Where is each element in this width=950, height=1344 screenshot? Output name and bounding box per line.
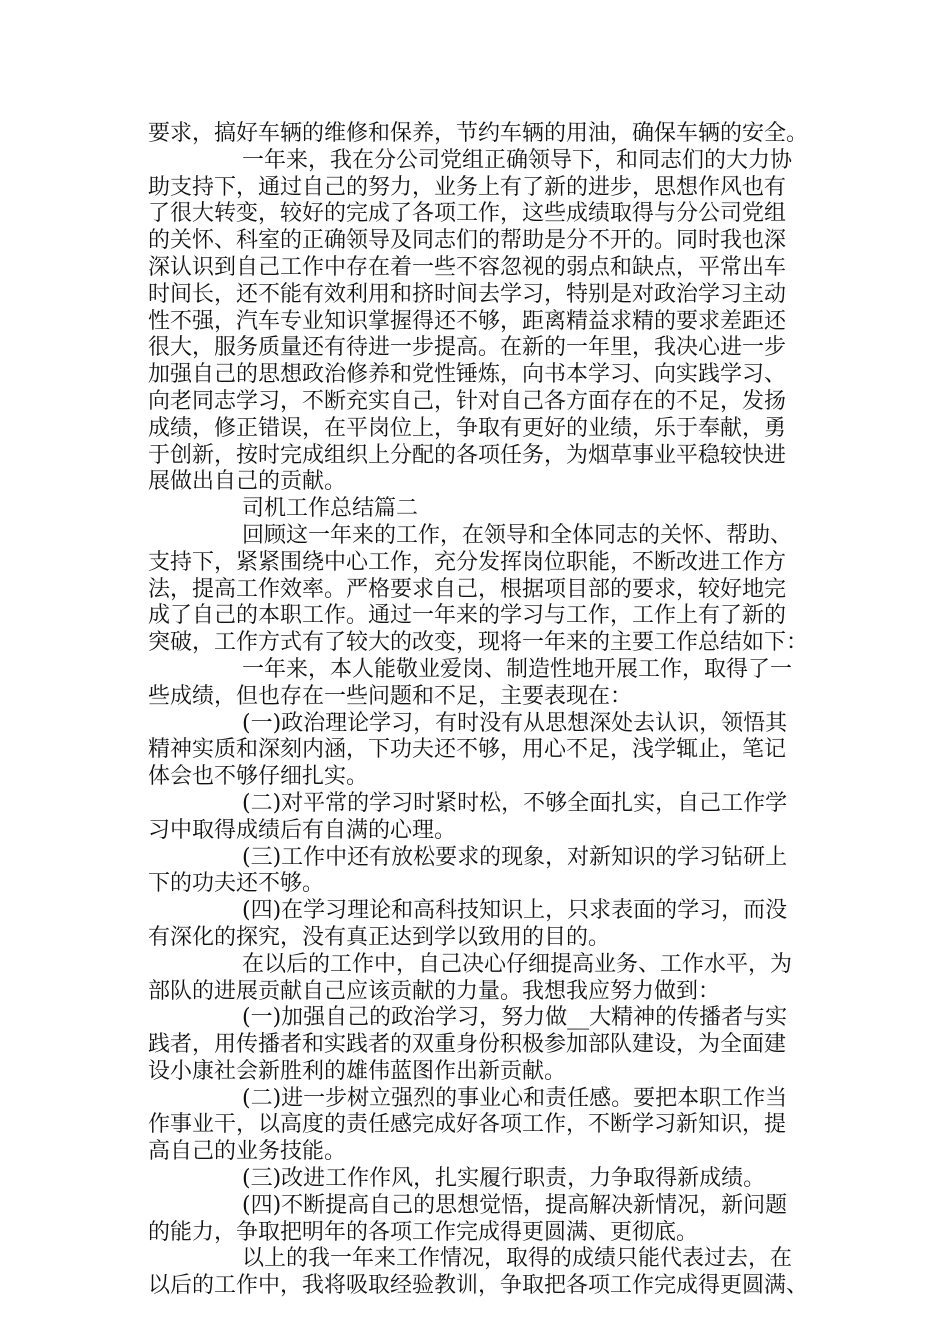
text-line: 些成绩，但也存在一些问题和不足，主要表现在： [148,683,633,709]
text-line: 践者，用传播者和实践者的双重身份积极参加部队建设，为全面建 [148,1032,787,1058]
text-line: (一)政治理论学习，有时没有从思想深处去认识，领悟其 [242,710,788,736]
text-line: 深认识到自己工作中存在着一些不容忽视的弱点和缺点，平常出车 [148,254,787,280]
text-line: 习中取得成绩后有自满的心理。 [148,817,457,843]
text-line: 回顾这一年来的工作，在领导和全体同志的关怀、帮助、 [242,522,793,548]
text-line: 的能力，争取把明年的各项工作完成得更圆满、更彻底。 [148,1219,699,1245]
text-line: 部队的进展贡献自己应该贡献的力量。我想我应努力做到： [148,978,721,1004]
text-line: (二)进一步树立强烈的事业心和责任感。要把本职工作当 [242,1085,788,1111]
text-line: 司机工作总结篇二 [242,496,419,522]
text-line: 下的功夫还不够。 [148,871,325,897]
text-line: (三)改进工作作风，扎实履行职责，力争取得新成绩。 [242,1166,766,1192]
text-line: (一)加强自己的政治学习，努力做__大精神的传播者与实 [242,1005,788,1031]
text-line: 一年来，本人能敬业爱岗、制造性地开展工作，取得了一 [242,656,793,682]
text-line: 加强自己的思想政治修养和党性锤炼，向书本学习、向实践学习、 [148,362,787,388]
text-line: 设小康社会新胜利的雄伟蓝图作出新贡献。 [148,1058,567,1084]
text-line: 性不强，汽车专业知识掌握得还不够，距离精益求精的要求差距还 [148,308,787,334]
text-line: 作事业干，以高度的责任感完成好各项工作，不断学习新知识，提 [148,1112,787,1138]
text-line: 以上的我一年来工作情况，取得的成绩只能代表过去，在 [242,1246,793,1272]
text-line: 很大，服务质量还有待进一步提高。在新的一年里，我决心进一步 [148,335,787,361]
text-line: 成绩，修正错误，在平岗位上，争取有更好的业绩，乐于奉献，勇 [148,415,787,441]
text-line: 以后的工作中，我将吸取经验教训，争取把各项工作完成得更圆满、 [148,1273,809,1299]
text-line: 于创新，按时完成组织上分配的各项任务，为烟草事业平稳较快进 [148,442,787,468]
text-line: 高自己的业务技能。 [148,1139,347,1165]
text-line: 精神实质和深刻内涵，下功夫还不够，用心不足，浅学辄止，笔记 [148,737,787,763]
text-line: 展做出自己的贡献。 [148,469,347,495]
text-line: 体会也不够仔细扎实。 [148,764,369,790]
text-line: (四)不断提高自己的思想觉悟，提高解决新情况，新问题 [242,1192,788,1218]
text-line: 的关怀、科室的正确领导及同志们的帮助是分不开的。同时我也深 [148,228,787,254]
text-line: 一年来，我在分公司党组正确领导下，和同志们的大力协 [242,147,793,173]
text-line: 时间长，还不能有效利用和挤时间去学习，特别是对政治学习主动 [148,281,787,307]
text-line: 支持下，紧紧围绕中心工作，充分发挥岗位职能，不断改进工作方 [148,549,787,575]
text-line: 在以后的工作中，自己决心仔细提高业务、工作水平，为 [242,951,793,977]
text-line: 向老同志学习，不断充实自己，针对自己各方面存在的不足，发扬 [148,388,787,414]
text-line: 助支持下，通过自己的努力，业务上有了新的进步，思想作风也有 [148,174,787,200]
text-line: 突破，工作方式有了较大的改变，现将一年来的主要工作总结如下： [148,630,809,656]
text-line: 要求，搞好车辆的维修和保养，节约车辆的用油，确保车辆的安全。 [148,121,809,146]
text-line: (三)工作中还有放松要求的现象，对新知识的学习钻研上 [242,844,788,870]
text-line: (二)对平常的学习时紧时松，不够全面扎实，自己工作学 [242,790,788,816]
document-body [148,121,812,1300]
text-line: 了很大转变，较好的完成了各项工作，这些成绩取得与分公司党组 [148,201,787,227]
text-line: 有深化的探究，没有真正达到学以致用的目的。 [148,924,611,950]
text-line: 法，提高工作效率。严格要求自己，根据项目部的要求，较好地完 [148,576,787,602]
text-line: 成了自己的本职工作。通过一年来的学习与工作，工作上有了新的 [148,603,787,629]
text-line: (四)在学习理论和高科技知识上，只求表面的学习，而没 [242,898,788,924]
